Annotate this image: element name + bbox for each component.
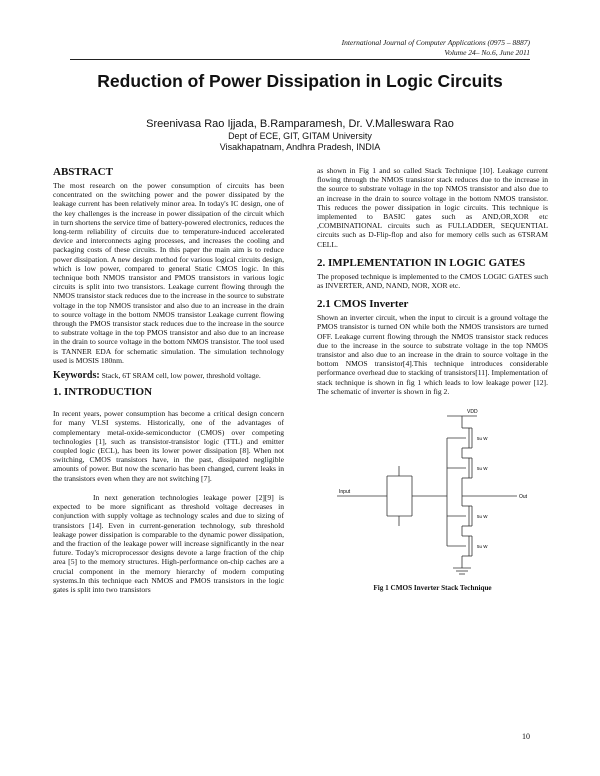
page-number: 10 [522, 732, 530, 741]
volume-info: Volume 24– No.6, June 2011 [444, 48, 530, 57]
journal-name: International Journal of Computer Applications (0975 – 8887) [341, 38, 530, 47]
intro-paragraph-2: In next generation technologies leakage power [2][9] is expected to be more significant as threshold voltage decreases in conjunction with supply voltage as technology scales and due to sizing of transistors [14]. Even in current-generation technology, sub threshold leakage power dissipation is comparable to the dynamic power dissipation, and the fraction of the leakage power will increase significantly in the near future. Today's microprocessor designs devote a large fraction of the chip area [5] to the memory structures. High-performance on-chip caches are a crucial component in the memory hierarchy of modern computing systems.In this technique each NMOS and PMOS transistors in the logic gates is split into two transistors [53, 492, 284, 594]
affiliation-dept: Dept of ECE, GIT, GITAM University [228, 131, 372, 141]
output-label: Out [519, 494, 528, 501]
section-2-1-text: Shown an inverter circuit, when the input to circuit is a ground voltage the PMOS transistor is turned ON while both the NMOS transistors are turned OFF. Leakage current flowing through the NMOS transistor stack reduces due to the increase in the source to substrate voltage in the top NMOS transistor and also due to an increase in the drain to source voltage in the bottom NMOS transistor[4].This technique introduces considerable performance overhead due to stacking of transistors[11]. Implementation of stack technique is shown in fig 1 which leads to low leakage power [12]. The schematic of inverter is shown in fig 2. [317, 313, 548, 396]
right-column [317, 166, 548, 593]
intro-heading: 1. INTRODUCTION [53, 386, 153, 399]
vdd-label: VDD [467, 409, 478, 416]
abstract-text: The most research on the power consumption of circuits has been concentrated on the switching power and the power dissipated by the leakage current has been relatively minor area. In today's IC design, one of the key challenges is the increase in power dissipation of the circuit which in turn shortens the service time of battery-powered electronics, reduces the long-term reliability of circuits due to temperature-induced accelerated device and interconnects aging processes, and increases the cooling and packaging costs of these circuits. In this paper the main aim is to reduce power dissipation. A new design method for various logical circuits design, which is low power, compared to general Static CMOS logic. In this technique both NMOS transistor and PMOS transistors in various logic circuits is split into two transistors. Leakage current flowing through the NMOS transistor stack reduces due to the increase in the source to substrate voltage in the top NMOS transistor and also due to an increase in the drain to source voltage in the bottom NMOS transistor Leakage current flowing through the PMOS transistor stack reduces due to the increase in the source to substrate voltage in the top PMOS transistor and also due to an increase in the drain to source voltage in the bottom NMOS transistor. The tool used is TANNER EDA for schematic simulation. The simulation technology used is MOSIS 180nm. [53, 181, 284, 365]
keywords-text: Stack, 6T SRAM cell, low power, threshold voltage. [101, 371, 261, 381]
paper-authors: Sreenivasa Rao Ijjada, B.Ramparamesh, Dr. V.Malleswara Rao [146, 118, 454, 130]
figure-caption: Fig 1 CMOS Inverter Stack Technique [373, 584, 492, 593]
size-label: 5u W [477, 436, 488, 442]
section-2-1-heading: 2.1 CMOS Inverter [317, 298, 409, 311]
header-rule [70, 59, 530, 60]
inverter-stack-figure [317, 406, 548, 581]
keywords [53, 371, 284, 380]
size-label: 5u W [477, 514, 488, 520]
size-label: 5u W [477, 466, 488, 472]
keywords-label: Keywords: [53, 370, 100, 382]
abstract-heading: ABSTRACT [53, 166, 113, 178]
intro-paragraph-1: In recent years, power consumption has become a critical design concern for many VLSI systems. Historically, one of the advantages of complementary metal-oxide-semiconductor (CMOS) over competing technologies [1], such as transistor-transistor logic (TTL) and emitter coupled logic (ECL), has been its lower power dissipation [8]. When not switching, CMOS transistors have, in the past, dissipated negligible amounts of power. But now the scenario has been changed, current leaks in the transistors even when they are not switching [7]. [53, 409, 284, 483]
left-column [53, 166, 284, 594]
paper-title: Reduction of Power Dissipation in Logic Circuits [97, 71, 503, 91]
affiliation-location: Visakhapatnam, Andhra Pradesh, INDIA [219, 142, 381, 152]
size-label: 5u W [477, 544, 488, 550]
section-2-heading: 2. IMPLEMENTATION IN LOGIC GATES [317, 256, 526, 269]
section-2-text: The proposed technique is implemented to the CMOS LOGIC GATES such as INVERTER, AND, NAND, NOR, XOR etc. [317, 271, 548, 291]
inverter-schematic [317, 406, 548, 581]
right-column-continuation: as shown in Fig 1 and so called Stack Technique [10]. Leakage current flowing through the NMOS transistor stack reduces due to the increase in the source to substrate voltage in the top NMOS transistor and also due to an increase in the drain to source voltage in the bottom NMOS transistor. This reduces the power dissipation in logic circuits. This technique is implemented to BASIC gates such as AND,OR,XOR etc ,COMBINATIONAL circuits such as FULLADDER, SEQUENTIAL circuits such as D-Flip-flop and also for memory cells such as 6TSRAM CELL. [317, 166, 548, 249]
input-label: Input [339, 489, 351, 496]
